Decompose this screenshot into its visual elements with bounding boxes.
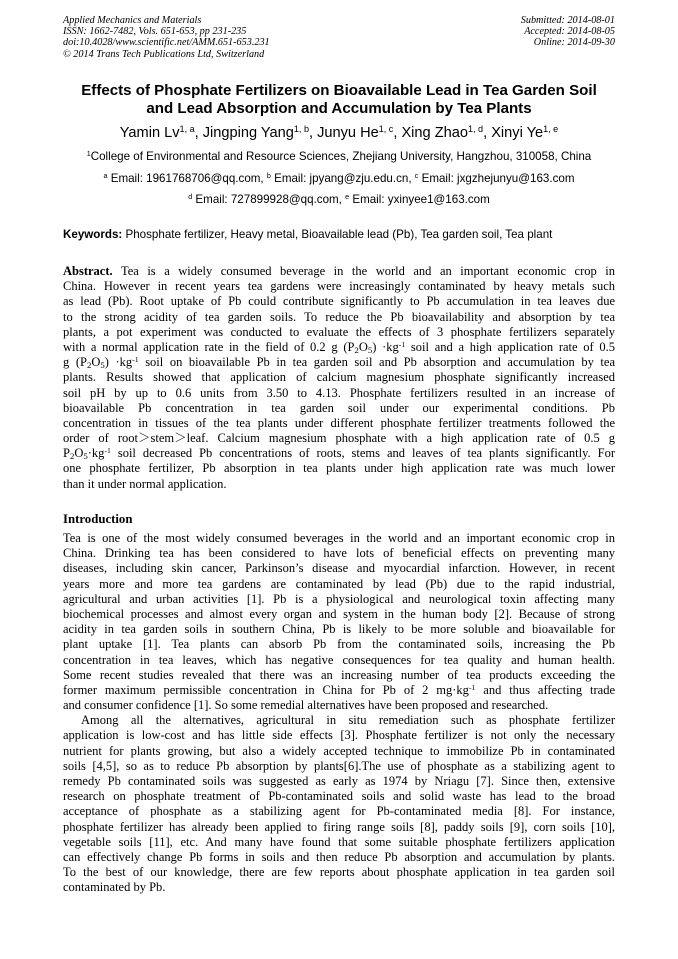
journal-header-left bbox=[63, 15, 270, 60]
intro-line: To the best of our knowledge, there are few reports about phosphate application in tea garden soil bbox=[63, 865, 615, 880]
intro-line: diseases, including skin cancer, Parkinson’s disease and myocardial infarction. However, in recent bbox=[63, 561, 615, 576]
abstract-text: ) ·kg bbox=[104, 355, 133, 370]
intro-line bbox=[63, 683, 615, 698]
abstract-line: to the strong acidity of tea garden soils. To reduce the Pb bioavailability and absorption by tea bbox=[63, 309, 615, 324]
abstract-line bbox=[63, 264, 615, 279]
abstract-text: O bbox=[74, 446, 84, 461]
intro-line: Tea is one of the most widely consumed beverages in the world and an important economic crop in bbox=[63, 531, 615, 545]
subscript: 5 bbox=[100, 360, 105, 371]
author-sep: , bbox=[483, 125, 492, 141]
intro-line: acidity in tea garden soils in southern China, Pb is likely to be more soluble and bioavailable for bbox=[63, 622, 615, 637]
intro-line: biochemical processes and almost every organ and system in the human body [2]. Because of strong bbox=[63, 606, 615, 621]
author-name: Yamin Lv bbox=[119, 125, 180, 141]
intro-line: can effectively change Pb forms in soils and then reduce Pb absorption and accumulation by plants. bbox=[63, 849, 615, 864]
abstract-label: Abstract. bbox=[63, 264, 113, 278]
email-sup: b bbox=[266, 171, 271, 181]
email-b: Email: jpyang@zju.edu.cn, bbox=[270, 172, 415, 185]
intro-line: contaminated by Pb. bbox=[63, 880, 166, 895]
email-sup: c bbox=[414, 171, 419, 181]
abstract bbox=[63, 264, 615, 492]
intro-line: years more and more tea gardens are contaminated by lead (Pb) due to the rapid industrial, bbox=[63, 576, 615, 591]
abstract-text: Tea is a widely consumed beverage in the world and an important economic crop in bbox=[112, 264, 615, 278]
keywords-text: Phosphate fertilizer, Heavy metal, Bioavailable lead (Pb), Tea garden soil, Tea plant bbox=[122, 228, 553, 241]
email-d: Email: 727899928@qq.com, bbox=[192, 193, 346, 206]
journal-header-right bbox=[521, 15, 615, 49]
section-heading-introduction: Introduction bbox=[63, 512, 133, 526]
abstract-text: O bbox=[358, 339, 368, 354]
intro-line: soils [4,5], so as to reduce Pb absorption by plants[6].The use of phosphate as a stabilizing agent to bbox=[63, 758, 615, 773]
abstract-line bbox=[63, 355, 615, 370]
subscript: 2 bbox=[86, 360, 92, 371]
abstract-text: soil on bioavailable Pb in tea garden soil and Pb absorption and accumulation by tea bbox=[138, 355, 615, 370]
abstract-line: as lead (Pb). Root uptake of Pb could contribute significantly to Pb accumulation in tea leaves due bbox=[63, 294, 615, 309]
author-sup: 1, a bbox=[179, 124, 195, 135]
intro-text: and thus affecting trade bbox=[475, 682, 615, 697]
email-a: Email: 1961768706@qq.com, bbox=[107, 172, 267, 185]
journal-name: Applied Mechanics and Materials bbox=[63, 15, 202, 26]
abstract-line: than it under normal application. bbox=[63, 476, 227, 491]
intro-line: China. Drinking tea has been considered to have lots of beneficial effects on preventing many bbox=[63, 546, 615, 561]
intro-text: former maximum permissible concentration in China for Pb of 2 mg·kg bbox=[63, 682, 469, 697]
email-sup: d bbox=[188, 192, 193, 202]
author-name: Xing Zhao bbox=[401, 125, 468, 141]
email-sup: a bbox=[103, 171, 108, 181]
intro-line: nutrient for plants growing, but also a widely accepted technique to immobilize Pb in contaminated bbox=[63, 743, 615, 758]
author-sup: 1, c bbox=[378, 124, 394, 135]
intro-line: remedy Pb contaminated soils was suggested as early as 1974 by Nriagu [7]. Since then, extensive bbox=[63, 774, 615, 788]
abstract-text: ·kg bbox=[87, 446, 105, 461]
email-e: Email: yxinyee1@163.com bbox=[349, 193, 490, 206]
abstract-line: plants. Results showed that application of calcium magnesium phosphate significantly increased bbox=[63, 370, 615, 385]
author-list bbox=[30, 124, 648, 142]
intro-line: application is low-cost and has little side effects [3]. Phosphate fertilizer is not only the necessary bbox=[63, 728, 615, 743]
affiliation-text: College of Environmental and Resource Sciences, Zhejiang University, Hangzhou, 310058, China bbox=[90, 150, 592, 163]
title-line-2: and Lead Absorption and Accumulation by Tea Plants bbox=[146, 100, 532, 117]
abstract-text: ) ·kg bbox=[372, 339, 399, 354]
abstract-text: soil and a high application rate of 0.5 bbox=[405, 339, 616, 354]
title-line-1: Effects of Phosphate Fertilizers on Bioavailable Lead in Tea Garden Soil bbox=[81, 82, 597, 99]
intro-line: vegetable soils [11], etc. And many have found that some suitable phosphate fertilizers application bbox=[63, 834, 615, 849]
intro-line: concentration in tea leaves, which has negative consequences for tea quality and human health. bbox=[63, 652, 615, 667]
abstract-text: soil decreased Pb concentrations of roots, stems and leaves of tea plants significantly. For bbox=[110, 446, 615, 461]
author-sep: , bbox=[308, 125, 318, 141]
abstract-line: bioavailable Pb concentration in tea garden soil under our experimental conditions. Pb bbox=[63, 400, 615, 415]
keywords-label: Keywords: bbox=[63, 228, 123, 241]
author-name: Junyu He bbox=[317, 125, 379, 141]
subscript: 5 bbox=[83, 451, 88, 462]
abstract-text: g (P bbox=[63, 355, 87, 370]
doi-line: doi:10.4028/www.scientific.net/AMM.651-653.231 bbox=[63, 37, 270, 49]
abstract-line bbox=[63, 340, 615, 355]
paper-title bbox=[40, 82, 638, 118]
abstract-line: one phosphate fertilizer, Pb absorption in tea plants under high application rate was much lower bbox=[63, 461, 615, 476]
subscript: 2 bbox=[354, 345, 359, 356]
affiliation bbox=[20, 150, 658, 164]
abstract-line: plants, a pot experiment was conducted to evaluate the effects of 3 phosphate fertilizers separately bbox=[63, 324, 615, 339]
abstract-line: soil pH by up to 0.6 units from 3.50 to 4.13. Phosphate fertilizers resulted in an increase of bbox=[63, 385, 615, 400]
online-date: Online: 2014-09-30 bbox=[533, 37, 615, 49]
copyright-line: © 2014 Trans Tech Publications Ltd, Switzerland bbox=[63, 48, 265, 60]
email-sup: e bbox=[345, 192, 350, 202]
superscript: -1 bbox=[104, 446, 111, 455]
keywords bbox=[63, 228, 623, 242]
affiliation-sup: 1 bbox=[86, 149, 91, 159]
abstract-text: P bbox=[63, 446, 70, 461]
intro-line: research on phosphate treatment of Pb-contaminated soils and solid waste has lead to the broad bbox=[63, 789, 615, 804]
intro-line: acceptance of phosphate as a stabilizing agent for Pb-contaminated media [8]. For instance, bbox=[63, 804, 615, 819]
intro-line: phosphate fertilizer has already been applied to firing range soils [8], paddy soils [9], corn soils [10], bbox=[63, 819, 615, 834]
abstract-line: China. However in recent years tea gardens were increasingly contaminated by heavy metals such bbox=[63, 279, 615, 294]
superscript: -1 bbox=[398, 339, 406, 349]
author-name: Jingping Yang bbox=[202, 125, 294, 141]
author-sup: 1, d bbox=[467, 124, 484, 135]
accepted-date: Accepted: 2014-08-05 bbox=[524, 26, 615, 38]
subscript: 5 bbox=[367, 345, 373, 356]
email-c: Email: jxgzhejunyu@163.com bbox=[418, 172, 575, 185]
intro-line: Some recent studies revealed that there was an increasing number of tea products exceeding the bbox=[63, 667, 615, 682]
subscript: 2 bbox=[69, 451, 75, 462]
abstract-line: concentration in tissues of the tea plants under different phosphate fertilizer treatments followed the bbox=[63, 415, 615, 430]
intro-line: and consumer confidence [1]. So some remedial alternatives have been proposed and researched. bbox=[63, 698, 549, 713]
introduction-body bbox=[63, 531, 615, 896]
intro-line: plant uptake [1]. Tea plants can absorb Pb from the contaminated soils, increasing the Pb bbox=[63, 637, 615, 652]
superscript: -1 bbox=[468, 682, 476, 692]
author-sep: , bbox=[194, 125, 203, 141]
author-sep: , bbox=[393, 125, 402, 141]
author-sup: 1, e bbox=[543, 124, 559, 135]
submitted-date: Submitted: 2014-08-01 bbox=[520, 15, 615, 26]
abstract-text: O bbox=[91, 355, 101, 370]
abstract-line bbox=[63, 446, 615, 461]
author-sup: 1, b bbox=[293, 124, 309, 135]
author-name: Xinyi Ye bbox=[491, 125, 544, 141]
abstract-text: with a normal application rate in the field of 0.2 g (P bbox=[63, 339, 355, 354]
abstract-line: order of root＞stem＞leaf. Calcium magnesium phosphate with a high application rate of 0.5 g bbox=[63, 431, 615, 446]
issn-line: ISSN: 1662-7482, Vols. 651-653, pp 231-235 bbox=[63, 26, 247, 38]
email-line-2 bbox=[20, 193, 658, 207]
intro-line: agricultural and urban activities [1]. Pb is a physiological and neurological toxin affecting many bbox=[63, 591, 615, 606]
email-line-1 bbox=[20, 172, 658, 186]
intro-line: Among all the alternatives, agricultural in situ remediation such as phosphate fertilizer bbox=[81, 713, 615, 728]
superscript: -1 bbox=[132, 354, 139, 364]
